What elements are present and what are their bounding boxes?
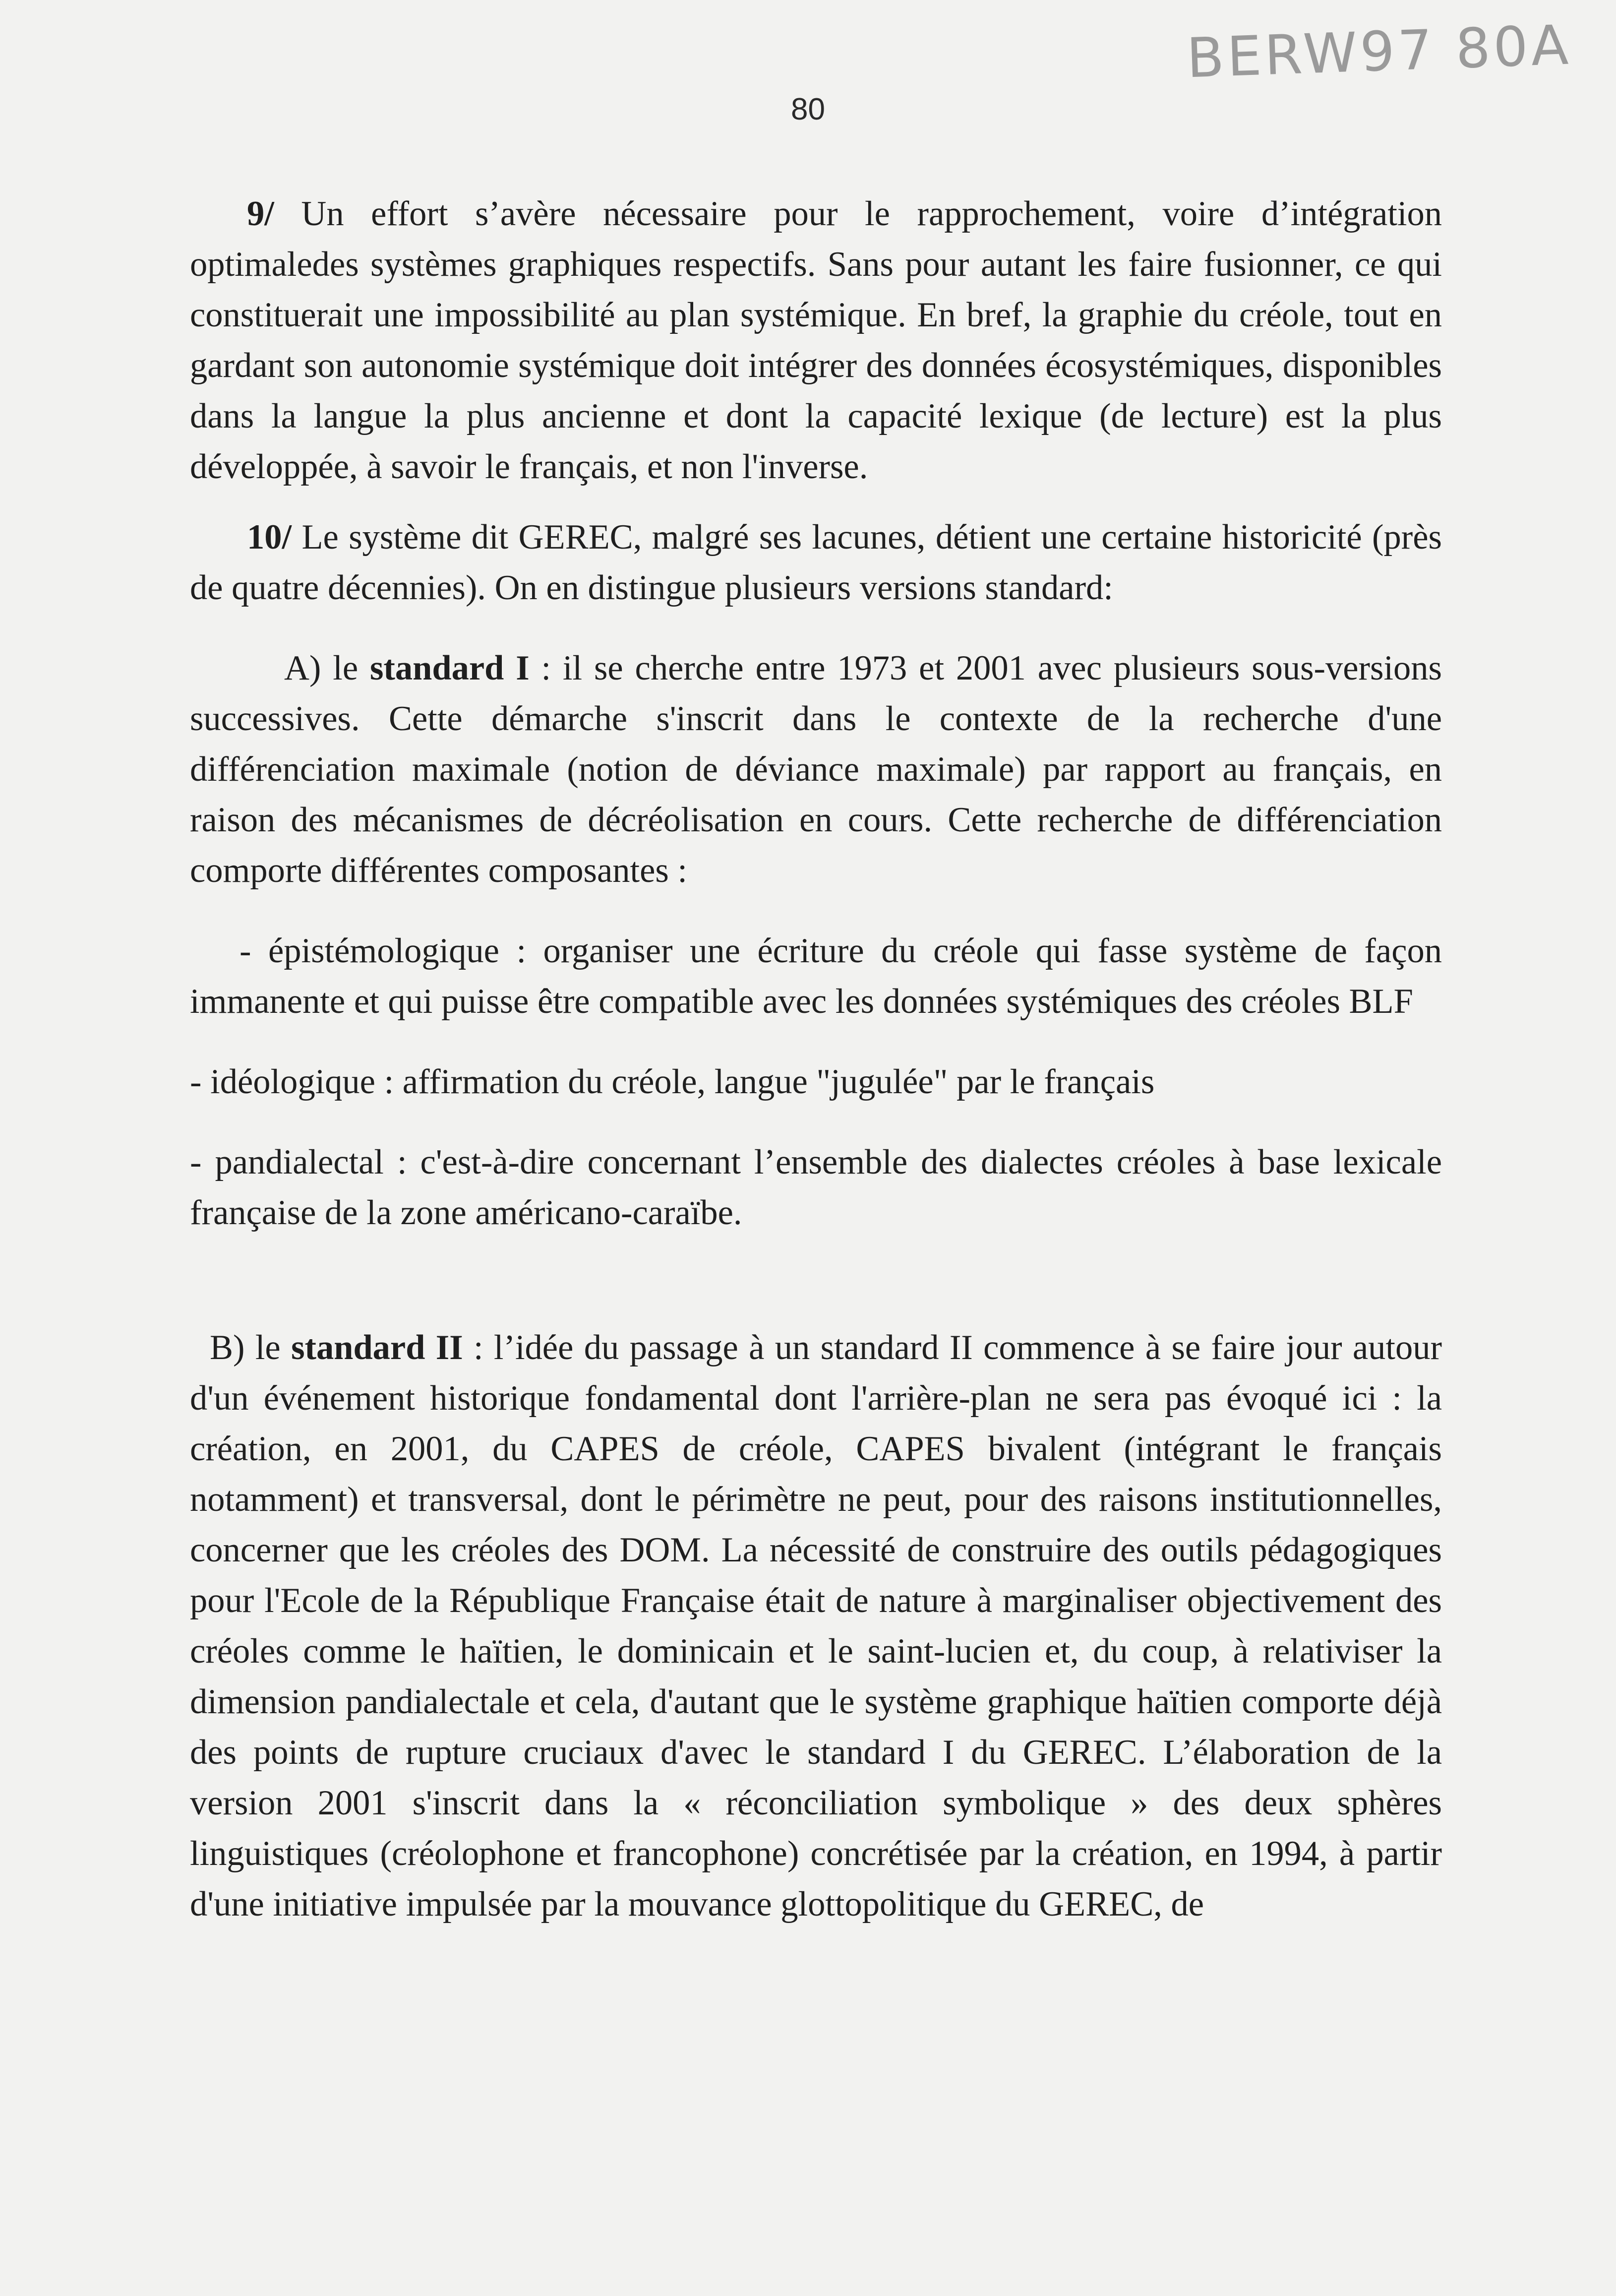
standard-1-text: : il se cherche entre 1973 et 2001 avec plusieurs sous-versions successives. Cette démarche s'inscrit dans le contexte de la recherche d'une différenciation maximale (notion de déviance maximale) par rapport au français, en raison des mécanismes de décréolisation en cours. Cette recherche de différenciation comporte différentes composantes : bbox=[190, 649, 1442, 890]
paragraph-9-text: Un effort s’avère nécessaire pour le rapprochement, voire d’intégration optimaledes systèmes graphiques respectifs. Sans pour autant les faire fusionner, ce qui constituerait une impossibilité au plan systémique. En bref, la graphie du créole, tout en gardant son autonomie systémique doit intégrer des données écosystémiques, disponibles dans la langue la plus ancienne et dont la capacité lexique (de lecture) est la plus développée, à savoir le français, et non l'inverse. bbox=[190, 194, 1442, 486]
standard-2-text: : l’idée du passage à un standard II commence à se faire jour autour d'un événement historique fondamental dont l'arrière-plan ne sera pas évoqué ici : la création, en 2001, du CAPES de créole, CAPES bivalent (intégrant le français notamment) et transversal, dont le périmètre ne peut, pour des raisons institutionnelles, concerner que les créoles des DOM. La nécessité de construire des outils pédagogiques pour l'Ecole de la République Française était de nature à marginaliser objectivement des créoles comme le haïtien, le dominicain et le saint-lucien et, du coup, à relativiser la dimension pandialectale et cela, d'autant que le système graphique haïtien comporte déjà des points de rupture cruciaux d'avec le standard I du GEREC. L’élaboration de la version 2001 s'inscrit dans la « réconciliation symbolique » des deux sphères linguistiques (créolophone et francophone) concrétisée par la création, en 1994, à partir d'une initiative impulsée par la mouvance glottopolitique du GEREC, de bbox=[190, 1328, 1442, 1924]
list-item-pandialectal: - pandialectal : c'est-à-dire concernant l’ensemble des dialectes créoles à base lexicale française de la zone américano-caraïbe. bbox=[190, 1143, 1442, 1232]
standard-2-label: standard II bbox=[291, 1328, 463, 1367]
standard-1-prefix: A) le bbox=[284, 649, 370, 687]
standard-2-prefix: B) le bbox=[210, 1328, 292, 1367]
paragraph-10-text: Le système dit GEREC, malgré ses lacunes, détient une certaine historicité (près de quatre décennies). On en distingue plusieurs versions standard: bbox=[190, 518, 1442, 607]
paragraph-10-number: 10/ bbox=[247, 518, 292, 557]
paragraph-9 bbox=[190, 188, 1442, 492]
paragraph-standard-2 bbox=[190, 1322, 1442, 1929]
page-number: 80 bbox=[791, 92, 825, 126]
list-item-ideologique: - idéologique : affirmation du créole, langue "jugulée" par le français bbox=[190, 1062, 1155, 1101]
document-body bbox=[190, 188, 1442, 1929]
list-item-epistemologique: - épistémologique : organiser une écriture du créole qui fasse système de façon immanente et qui puisse être compatible avec les données systémiques des créoles BLF bbox=[190, 931, 1442, 1021]
standard-1-label: standard I bbox=[370, 649, 530, 687]
paragraph-10 bbox=[190, 512, 1442, 613]
handwritten-annotation: BERW97 80A bbox=[1186, 13, 1572, 90]
paragraph-9-number: 9/ bbox=[247, 194, 274, 233]
paragraph-standard-1 bbox=[190, 643, 1442, 896]
